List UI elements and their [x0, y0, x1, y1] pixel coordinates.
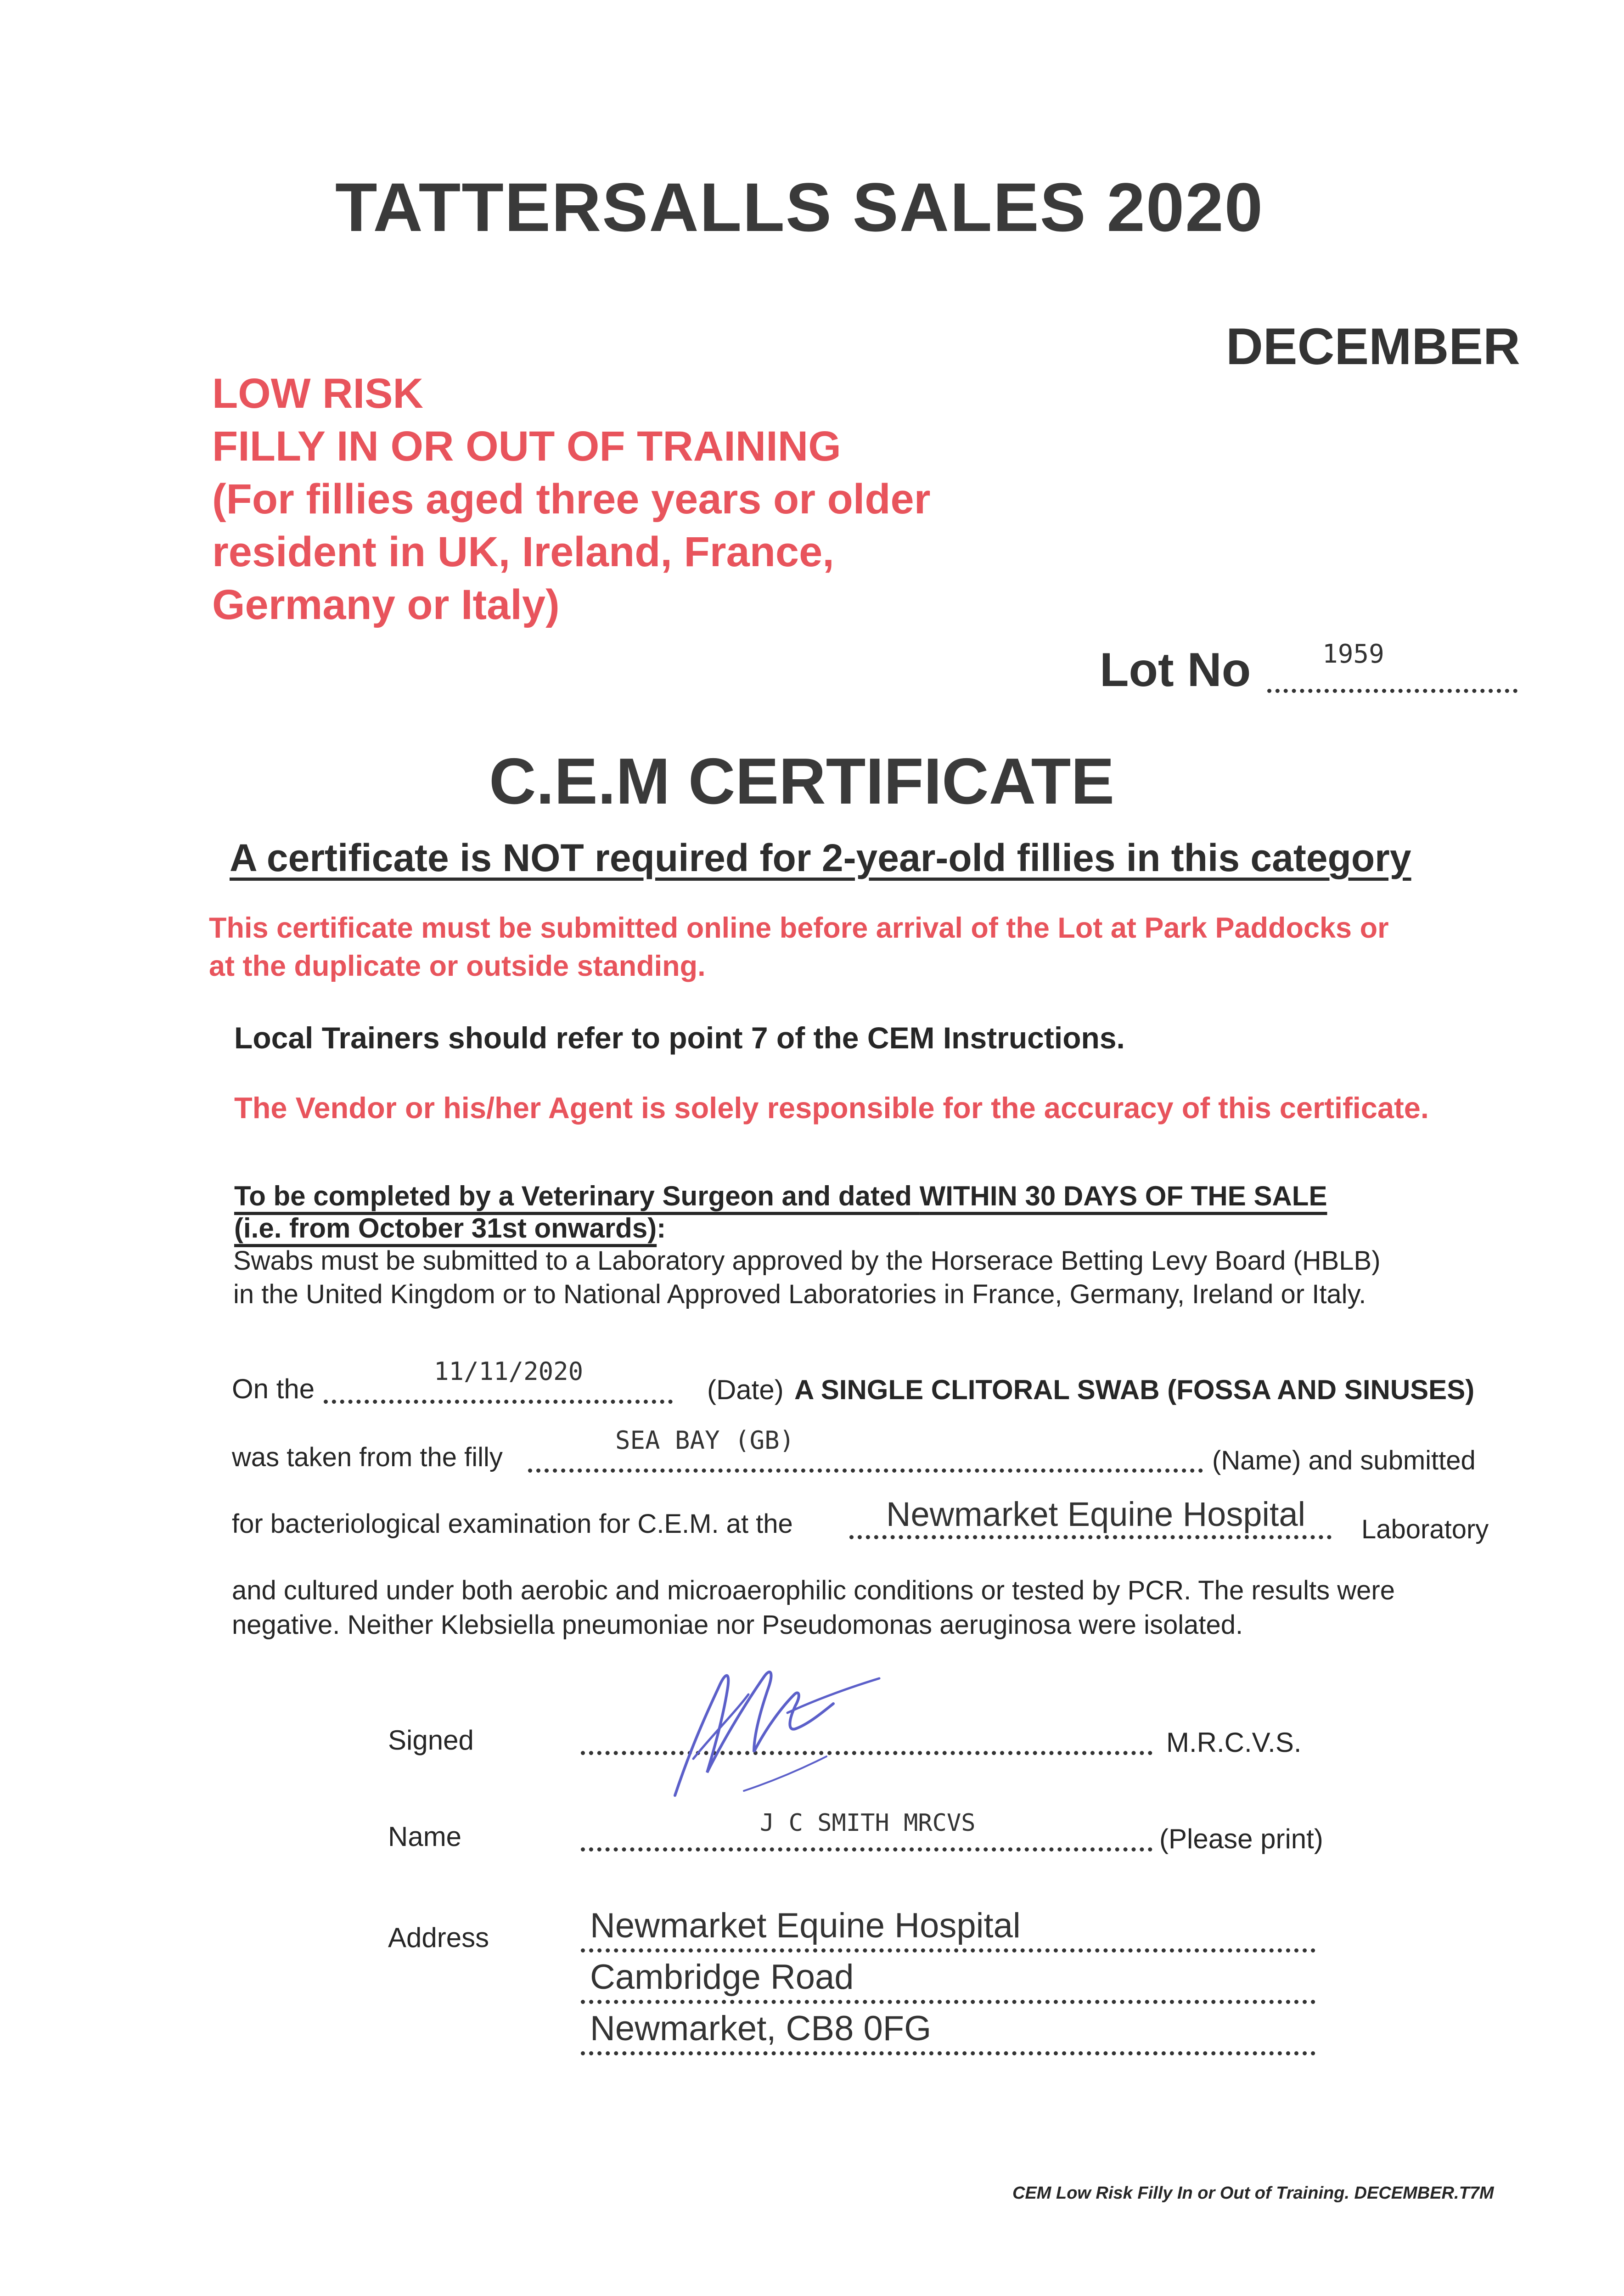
date-line — [324, 1400, 673, 1404]
form-code: CEM Low Risk Filly In or Out of Training. DECEMBER.T7M — [1012, 2183, 1494, 2203]
address-line-1-dots — [581, 1948, 1315, 1953]
lot-number-line — [1267, 689, 1517, 693]
qualification-label: M.R.C.V.S. — [1166, 1727, 1302, 1758]
taken-from-label: was taken from the filly — [232, 1442, 503, 1472]
filly-name: SEA BAY (GB) — [615, 1426, 795, 1455]
please-print-label: (Please print) — [1159, 1823, 1323, 1854]
filly-name-line — [528, 1469, 1203, 1473]
trainers-note: Local Trainers should refer to point 7 of the CEM Instructions. — [234, 1021, 1125, 1055]
name-line — [581, 1847, 1152, 1851]
address-line-2: Cambridge Road — [590, 1958, 854, 1997]
vendor-note: The Vendor or his/her Agent is solely responsible for the accuracy of this certificate. — [234, 1091, 1429, 1125]
swab-type: A SINGLE CLITORAL SWAB (FOSSA AND SINUSES) — [794, 1374, 1475, 1405]
signed-label: Signed — [388, 1725, 474, 1756]
swab-instructions-line-1: Swabs must be submitted to a Laboratory approved by the Horserace Betting Levy Board (HBLB) — [233, 1246, 1381, 1276]
category-line-1: LOW RISK — [212, 370, 423, 417]
swab-instructions-line-2: in the United Kingdom or to National Approved Laboratories in France, Germany, Ireland or Italy. — [233, 1279, 1366, 1309]
instructions-heading-line-2: (i.e. from October 31st onwards): — [234, 1213, 666, 1244]
date-value: 11/11/2020 — [434, 1357, 584, 1386]
name-label: Name — [388, 1821, 462, 1852]
category-line-4: resident in UK, Ireland, France, — [212, 529, 834, 575]
address-line-1: Newmarket Equine Hospital — [590, 1906, 1021, 1945]
laboratory-line — [849, 1535, 1332, 1539]
name-submitted-label: (Name) and submitted — [1212, 1446, 1476, 1475]
sale-month: DECEMBER — [1226, 318, 1520, 375]
examination-label: for bacteriological examination for C.E.M. at the — [232, 1509, 793, 1539]
lot-number: 1959 — [1322, 639, 1384, 669]
results-line-1: and cultured under both aerobic and microaerophilic conditions or tested by PCR. The results were — [232, 1576, 1395, 1605]
laboratory-name: Newmarket Equine Hospital — [886, 1495, 1306, 1533]
lot-label: Lot No — [1100, 643, 1251, 697]
category-line-3: (For fillies aged three years or older — [212, 476, 931, 523]
address-line-2-dots — [581, 2000, 1315, 2004]
on-the-label: On the — [232, 1373, 315, 1404]
signature-drawing — [634, 1644, 891, 1809]
category-line-5: Germany or Italy) — [212, 581, 560, 628]
sale-title: TATTERSALLS SALES 2020 — [335, 169, 1264, 246]
submission-note-line-1: This certificate must be submitted online before arrival of the Lot at Park Paddocks or — [209, 912, 1389, 944]
date-label: (Date) — [707, 1374, 784, 1405]
address-line-3-dots — [581, 2051, 1315, 2055]
instructions-heading-line-1: To be completed by a Veterinary Surgeon and dated WITHIN 30 DAYS OF THE SALE — [234, 1181, 1327, 1211]
submission-note-line-2: at the duplicate or outside standing. — [209, 950, 706, 982]
certificate-title: C.E.M CERTIFICATE — [489, 745, 1115, 818]
laboratory-label: Laboratory — [1361, 1514, 1489, 1544]
vet-name: J C SMITH MRCVS — [760, 1809, 976, 1837]
address-label: Address — [388, 1922, 489, 1953]
certificate-subtitle: A certificate is NOT required for 2-year-old fillies in this category — [230, 836, 1411, 879]
category-line-2: FILLY IN OR OUT OF TRAINING — [212, 423, 841, 470]
address-line-3: Newmarket, CB8 0FG — [590, 2009, 932, 2048]
results-line-2: negative. Neither Klebsiella pneumoniae nor Pseudomonas aeruginosa were isolated. — [232, 1610, 1243, 1640]
